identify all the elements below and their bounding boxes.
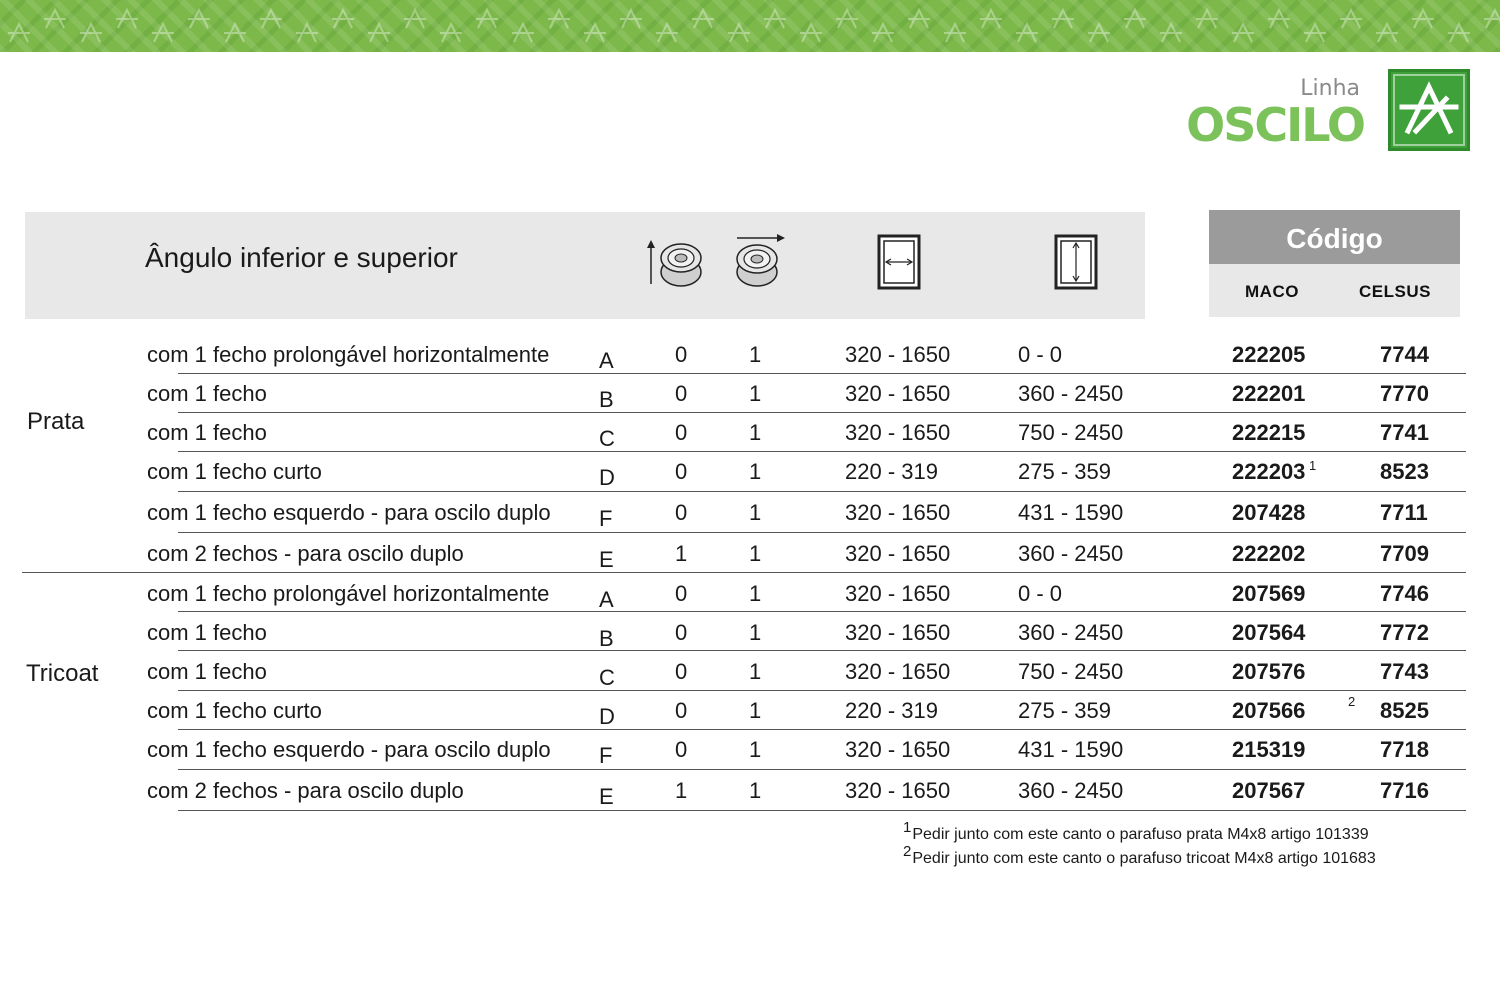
qty-turn: 1 [749, 420, 762, 445]
maco-code: 222202 [1232, 541, 1306, 566]
footnote-number: 1 [903, 819, 912, 836]
turn-knob-icon [731, 232, 791, 290]
row-type: D [599, 704, 615, 729]
height-range: 275 - 359 [1018, 698, 1111, 723]
celsus-code: 7743 [1380, 659, 1429, 684]
height-range: 431 - 1590 [1018, 737, 1124, 762]
celsus-code: 7718 [1380, 737, 1429, 762]
maco-code: 207566 [1232, 698, 1306, 723]
row-description: com 1 fecho [147, 659, 267, 684]
group-label-tricoat: Tricoat [26, 660, 99, 687]
qty-lift: 1 [675, 541, 688, 566]
row-type: A [599, 587, 614, 612]
maco-code: 207567 [1232, 778, 1306, 803]
row-divider [178, 690, 1466, 691]
banner-pattern-icons [0, 0, 1500, 52]
qty-turn: 1 [749, 737, 762, 762]
row-divider [178, 532, 1466, 533]
row-type: C [599, 426, 615, 451]
maco-code: 222205 [1232, 342, 1306, 367]
logo-brand-name: OSCILO [1186, 98, 1364, 152]
qty-lift: 0 [675, 420, 688, 445]
height-range: 360 - 2450 [1018, 541, 1124, 566]
height-range: 360 - 2450 [1018, 381, 1124, 406]
logo-emblem-icon [1388, 69, 1470, 151]
row-type: B [599, 387, 614, 412]
row-type: E [599, 547, 614, 572]
row-type: D [599, 465, 615, 490]
qty-turn: 1 [749, 541, 762, 566]
row-divider [178, 451, 1466, 452]
group-label-prata: Prata [27, 408, 85, 435]
width-range: 320 - 1650 [845, 659, 951, 684]
qty-lift: 0 [675, 500, 688, 525]
footnote-2 [903, 843, 1376, 868]
horizontal-width-icon [877, 234, 921, 290]
celsus-code: 7716 [1380, 778, 1429, 803]
maco-code: 215319 [1232, 737, 1306, 762]
table-row [0, 500, 1500, 540]
row-description: com 2 fechos - para oscilo duplo [147, 541, 464, 566]
footnote-1 [903, 819, 1369, 844]
row-divider [178, 769, 1466, 770]
qty-lift: 0 [675, 581, 688, 606]
celsus-code: 7770 [1380, 381, 1429, 406]
celsus-code: 7744 [1380, 342, 1429, 367]
height-range: 0 - 0 [1018, 581, 1063, 606]
code-header [1209, 210, 1460, 317]
row-divider [178, 611, 1466, 612]
qty-turn: 1 [749, 500, 762, 525]
row-divider [178, 412, 1466, 413]
row-description: com 1 fecho esquerdo - para oscilo duplo [147, 737, 551, 762]
maco-code: 207569 [1232, 581, 1306, 606]
maco-footnote-mark: 1 [1309, 458, 1317, 473]
maco-column-header: MACO [1245, 282, 1299, 301]
row-divider [178, 491, 1466, 492]
qty-lift: 0 [675, 737, 688, 762]
footnote-text: Pedir junto com este canto o parafuso tricoat M4x8 artigo 101683 [912, 850, 1376, 867]
footnote-number: 2 [903, 843, 912, 860]
table-row [0, 620, 1500, 660]
height-range: 0 - 0 [1018, 342, 1063, 367]
row-type: B [599, 626, 614, 651]
width-range: 320 - 1650 [845, 541, 951, 566]
qty-lift: 0 [675, 659, 688, 684]
brand-logo [1186, 68, 1480, 158]
table-row [0, 420, 1500, 460]
footnote-text: Pedir junto com este canto o parafuso prata M4x8 artigo 101339 [912, 826, 1369, 843]
table-row [0, 581, 1500, 621]
row-description: com 1 fecho curto [147, 459, 322, 484]
table-row [0, 459, 1500, 499]
table-title: Ângulo inferior e superior [145, 242, 458, 273]
height-range: 431 - 1590 [1018, 500, 1124, 525]
row-description: com 1 fecho curto [147, 698, 322, 723]
width-range: 320 - 1650 [845, 342, 951, 367]
qty-lift: 0 [675, 459, 688, 484]
celsus-footnote-mark: 2 [1348, 694, 1356, 709]
code-subheader [1209, 264, 1460, 317]
row-type: F [599, 506, 613, 531]
height-range: 750 - 2450 [1018, 420, 1124, 445]
qty-lift: 0 [675, 381, 688, 406]
row-description: com 2 fechos - para oscilo duplo [147, 778, 464, 803]
width-range: 320 - 1650 [845, 381, 951, 406]
celsus-code: 7741 [1380, 420, 1429, 445]
qty-turn: 1 [749, 698, 762, 723]
qty-lift: 0 [675, 620, 688, 645]
qty-turn: 1 [749, 581, 762, 606]
row-divider [178, 810, 1466, 811]
celsus-column-header: CELSUS [1359, 282, 1431, 301]
qty-turn: 1 [749, 342, 762, 367]
row-type: A [599, 348, 614, 373]
qty-lift: 1 [675, 778, 688, 803]
width-range: 320 - 1650 [845, 581, 951, 606]
row-type: E [599, 784, 614, 809]
width-range: 220 - 319 [845, 698, 938, 723]
width-range: 320 - 1650 [845, 737, 951, 762]
lift-knob-icon [647, 236, 707, 290]
table-header [25, 212, 1145, 319]
maco-code: 207576 [1232, 659, 1306, 684]
maco-code: 222215 [1232, 420, 1306, 445]
maco-code: 222201 [1232, 381, 1306, 406]
height-range: 360 - 2450 [1018, 620, 1124, 645]
height-range: 275 - 359 [1018, 459, 1111, 484]
table-row [0, 541, 1500, 581]
qty-lift: 0 [675, 342, 688, 367]
table-row [0, 778, 1500, 818]
celsus-code: 8523 [1380, 459, 1429, 484]
width-range: 320 - 1650 [845, 620, 951, 645]
row-type: F [599, 743, 613, 768]
table-row [0, 737, 1500, 777]
celsus-code: 7711 [1380, 500, 1428, 525]
celsus-code: 7709 [1380, 541, 1429, 566]
qty-turn: 1 [749, 459, 762, 484]
row-description: com 1 fecho esquerdo - para oscilo duplo [147, 500, 551, 525]
row-divider [178, 650, 1466, 651]
logo-line-label: Linha [1300, 76, 1360, 101]
height-range: 360 - 2450 [1018, 778, 1124, 803]
row-divider [178, 373, 1466, 374]
width-range: 320 - 1650 [845, 500, 951, 525]
maco-code: 207428 [1232, 500, 1306, 525]
width-range: 320 - 1650 [845, 420, 951, 445]
table-row [0, 342, 1500, 382]
row-description: com 1 fecho [147, 420, 267, 445]
maco-code: 207564 [1232, 620, 1306, 645]
row-type: C [599, 665, 615, 690]
row-divider [178, 729, 1466, 730]
row-description: com 1 fecho [147, 381, 267, 406]
celsus-code: 8525 [1380, 698, 1429, 723]
height-range: 750 - 2450 [1018, 659, 1124, 684]
table-row [0, 659, 1500, 699]
row-description: com 1 fecho prolongável horizontalmente [147, 342, 550, 367]
code-title: Código [1209, 210, 1460, 264]
width-range: 320 - 1650 [845, 778, 951, 803]
width-range: 220 - 319 [845, 459, 938, 484]
celsus-code: 7746 [1380, 581, 1429, 606]
table-row [0, 381, 1500, 421]
qty-lift: 0 [675, 698, 688, 723]
top-banner [0, 0, 1500, 52]
qty-turn: 1 [749, 659, 762, 684]
celsus-code: 7772 [1380, 620, 1429, 645]
table-row [0, 694, 1500, 738]
qty-turn: 1 [749, 381, 762, 406]
qty-turn: 1 [749, 778, 762, 803]
row-description: com 1 fecho [147, 620, 267, 645]
qty-turn: 1 [749, 620, 762, 645]
maco-code: 222203 [1232, 459, 1306, 484]
vertical-height-icon [1054, 234, 1098, 290]
row-description: com 1 fecho prolongável horizontalmente [147, 581, 550, 606]
